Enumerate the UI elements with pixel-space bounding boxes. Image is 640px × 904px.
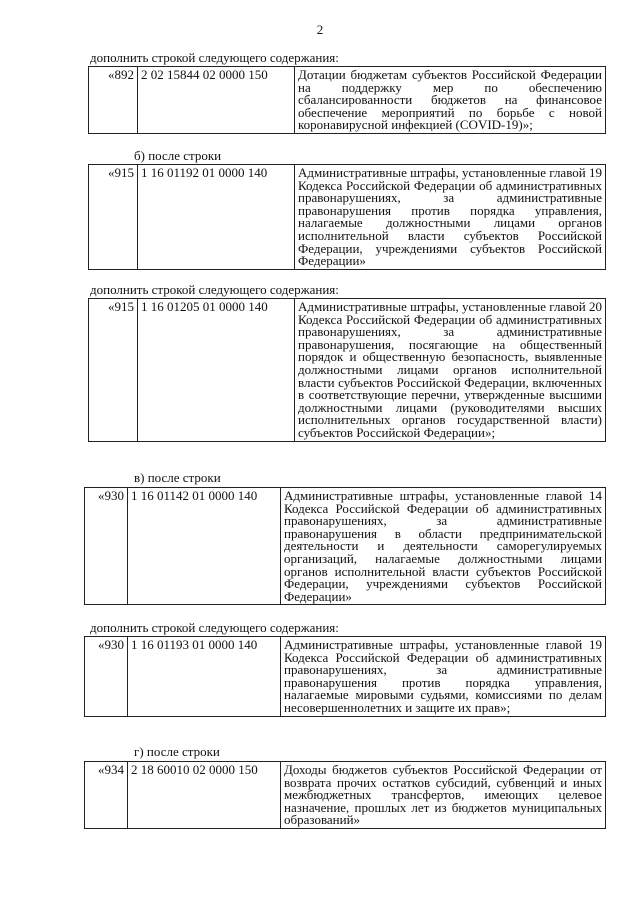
record-table xyxy=(88,298,606,442)
column-number: «915 xyxy=(89,299,138,442)
record-table xyxy=(88,164,606,270)
income-description: Дотации бюджетам субъектов Российской Федерации на поддержку мер по обеспечению сбалансированности бюджетов на финансовое обеспечение мероприятий по борьбе с новой коронавирусной инфекцией (COVID-19)»; xyxy=(295,67,606,134)
column-number: «915 xyxy=(89,165,138,270)
table-row xyxy=(85,762,606,829)
column-number: «934 xyxy=(85,762,128,829)
lead-text: в) после строки xyxy=(134,470,221,485)
lead-text: дополнить строкой следующего содержания: xyxy=(90,282,339,297)
budget-code: 1 16 01205 01 0000 140 xyxy=(138,299,295,442)
column-number: «892 xyxy=(89,67,138,134)
page-number: 2 xyxy=(316,22,324,37)
income-description: Административные штрафы, установленные главой 20 Кодекса Российской Федерации об административных правонарушениях, за административные правонарушения, посягающие на общественный порядок и общественную безопасность, выявленные должностными лицами органов исполнительной власти субъектов Российской Федерации, включенных в соответствующие перечни, утвержденные высшими должностными лицами (руководителями высших исполнительных органов государственной власти) субъектов Российской Федерации»; xyxy=(295,299,606,442)
lead-text: г) после строки xyxy=(134,744,220,759)
lead-text: дополнить строкой следующего содержания: xyxy=(90,50,339,65)
income-description: Доходы бюджетов субъектов Российской Федерации от возврата прочих остатков субсидий, субвенций и иных межбюджетных трансфертов, имеющих целевое назначение, прошлых лет из бюджетов муниципальных образований» xyxy=(281,762,606,829)
table-row xyxy=(85,488,606,605)
budget-code: 1 16 01193 01 0000 140 xyxy=(128,637,281,717)
table-row xyxy=(85,637,606,717)
column-number: «930 xyxy=(85,488,128,605)
income-description: Административные штрафы, установленные главой 19 Кодекса Российской Федерации об административных правонарушениях, за административные правонарушения против порядка управления, налагаемые должностными лицами органов исполнительной власти субъектов Российской Федерации, учреждениями субъектов Российской Федерации» xyxy=(295,165,606,270)
table-row xyxy=(89,67,606,134)
budget-code: 1 16 01142 01 0000 140 xyxy=(128,488,281,605)
budget-code: 2 02 15844 02 0000 150 xyxy=(138,67,295,134)
record-table xyxy=(84,487,606,605)
table-row xyxy=(89,299,606,442)
income-description: Административные штрафы, установленные главой 19 Кодекса Российской Федерации об административных правонарушениях, за административные правонарушения против порядка управления, налагаемые мировыми судьями, комиссиями по делам несовершеннолетних и защите их прав»; xyxy=(281,637,606,717)
column-number: «930 xyxy=(85,637,128,717)
record-table xyxy=(84,636,606,717)
table-row xyxy=(89,165,606,270)
record-table xyxy=(84,761,606,829)
budget-code: 2 18 60010 02 0000 150 xyxy=(128,762,281,829)
lead-text: б) после строки xyxy=(134,148,222,163)
record-table xyxy=(88,66,606,134)
income-description: Административные штрафы, установленные главой 14 Кодекса Российской Федерации об административных правонарушениях, за административные правонарушения в области предпринимательской деятельности и деятельности саморегулируемых организаций, налагаемые должностными лицами органов исполнительной власти субъектов Российской Федерации, учреждениями субъектов Российской Федерации» xyxy=(281,488,606,605)
lead-text: дополнить строкой следующего содержания: xyxy=(90,620,339,635)
budget-code: 1 16 01192 01 0000 140 xyxy=(138,165,295,270)
